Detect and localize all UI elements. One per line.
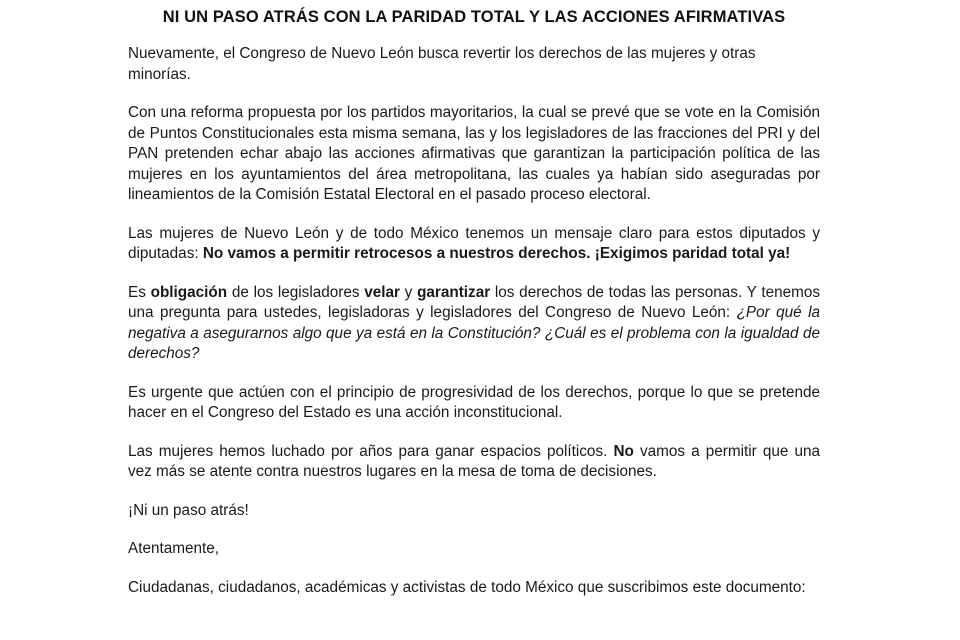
paragraph-obligation — [128, 283, 820, 365]
struggle-text-1: Las mujeres hemos luchado por años para ganar espacios políticos. — [128, 442, 614, 460]
struggle-bold: No — [613, 442, 634, 460]
paragraph-urgency: Es urgente que actúen con el principio de progresividad de los derechos, porque lo que se pretende hacer en el Congreso del Estado es una acción inconstitucional. — [128, 383, 820, 421]
paragraph-slogan: ¡Ni un paso atrás! — [128, 501, 249, 519]
struggle-text-2: vamos a permitir que una vez más se atente contra nuestros lugares en la mesa de toma de decisiones. — [128, 442, 820, 480]
document-page — [128, 8, 820, 616]
obligation-bold-2: velar — [364, 283, 400, 301]
obligation-bold-3: garantizar — [417, 283, 491, 301]
paragraph-reform: Con una reforma propuesta por los partidos mayoritarios, la cual se prevé que se vote en la Comisión de Puntos Constitucionales esta misma semana, las y los legisladores de las fracciones del PRI y del PAN pretenden echar abajo las acciones afirmativas que garantizan la participación política de las mujeres en los ayuntamientos del área metropolitana, las cuales ya habían sido aseguradas por lineamientos de la Comisión Estatal Electoral en el pasado proceso electoral. — [128, 104, 820, 203]
obligation-question: ¿Por qué la negativa a asegurarnos algo que ya está en la Constitución? ¿Cuál es el problema con la igualdad de derechos? — [128, 304, 820, 362]
message-demand: No vamos a permitir retrocesos a nuestros derechos. ¡Exigimos paridad total ya! — [202, 245, 791, 262]
paragraph-closing: Atentamente, — [128, 540, 219, 557]
obligation-bold-1: obligación — [150, 283, 228, 301]
document-title: NI UN PASO ATRÁS CON LA PARIDAD TOTAL Y LAS ACCIONES AFIRMATIVAS — [162, 8, 786, 26]
paragraph-signatories: Ciudadanas, ciudadanos, académicas y activistas de todo México que suscribimos este documento: — [128, 578, 806, 596]
paragraph-struggle — [128, 442, 820, 483]
obligation-text-4: los derechos de todas las personas. Y tenemos una pregunta para ustedes, legisladoras y legisladores del Congreso de Nuevo León: — [128, 283, 820, 321]
message-text: Las mujeres de Nuevo León y de todo México tenemos un mensaje claro para estos diputados y diputadas: — [128, 224, 820, 262]
paragraph-message — [128, 224, 820, 265]
obligation-text-2: de los legisladores — [227, 283, 365, 301]
paragraph-intro: Nuevamente, el Congreso de Nuevo León busca revertir los derechos de las mujeres y otras minorías. — [128, 45, 756, 83]
obligation-text-3: y — [399, 283, 418, 301]
obligation-text-1: Es — [128, 283, 151, 301]
